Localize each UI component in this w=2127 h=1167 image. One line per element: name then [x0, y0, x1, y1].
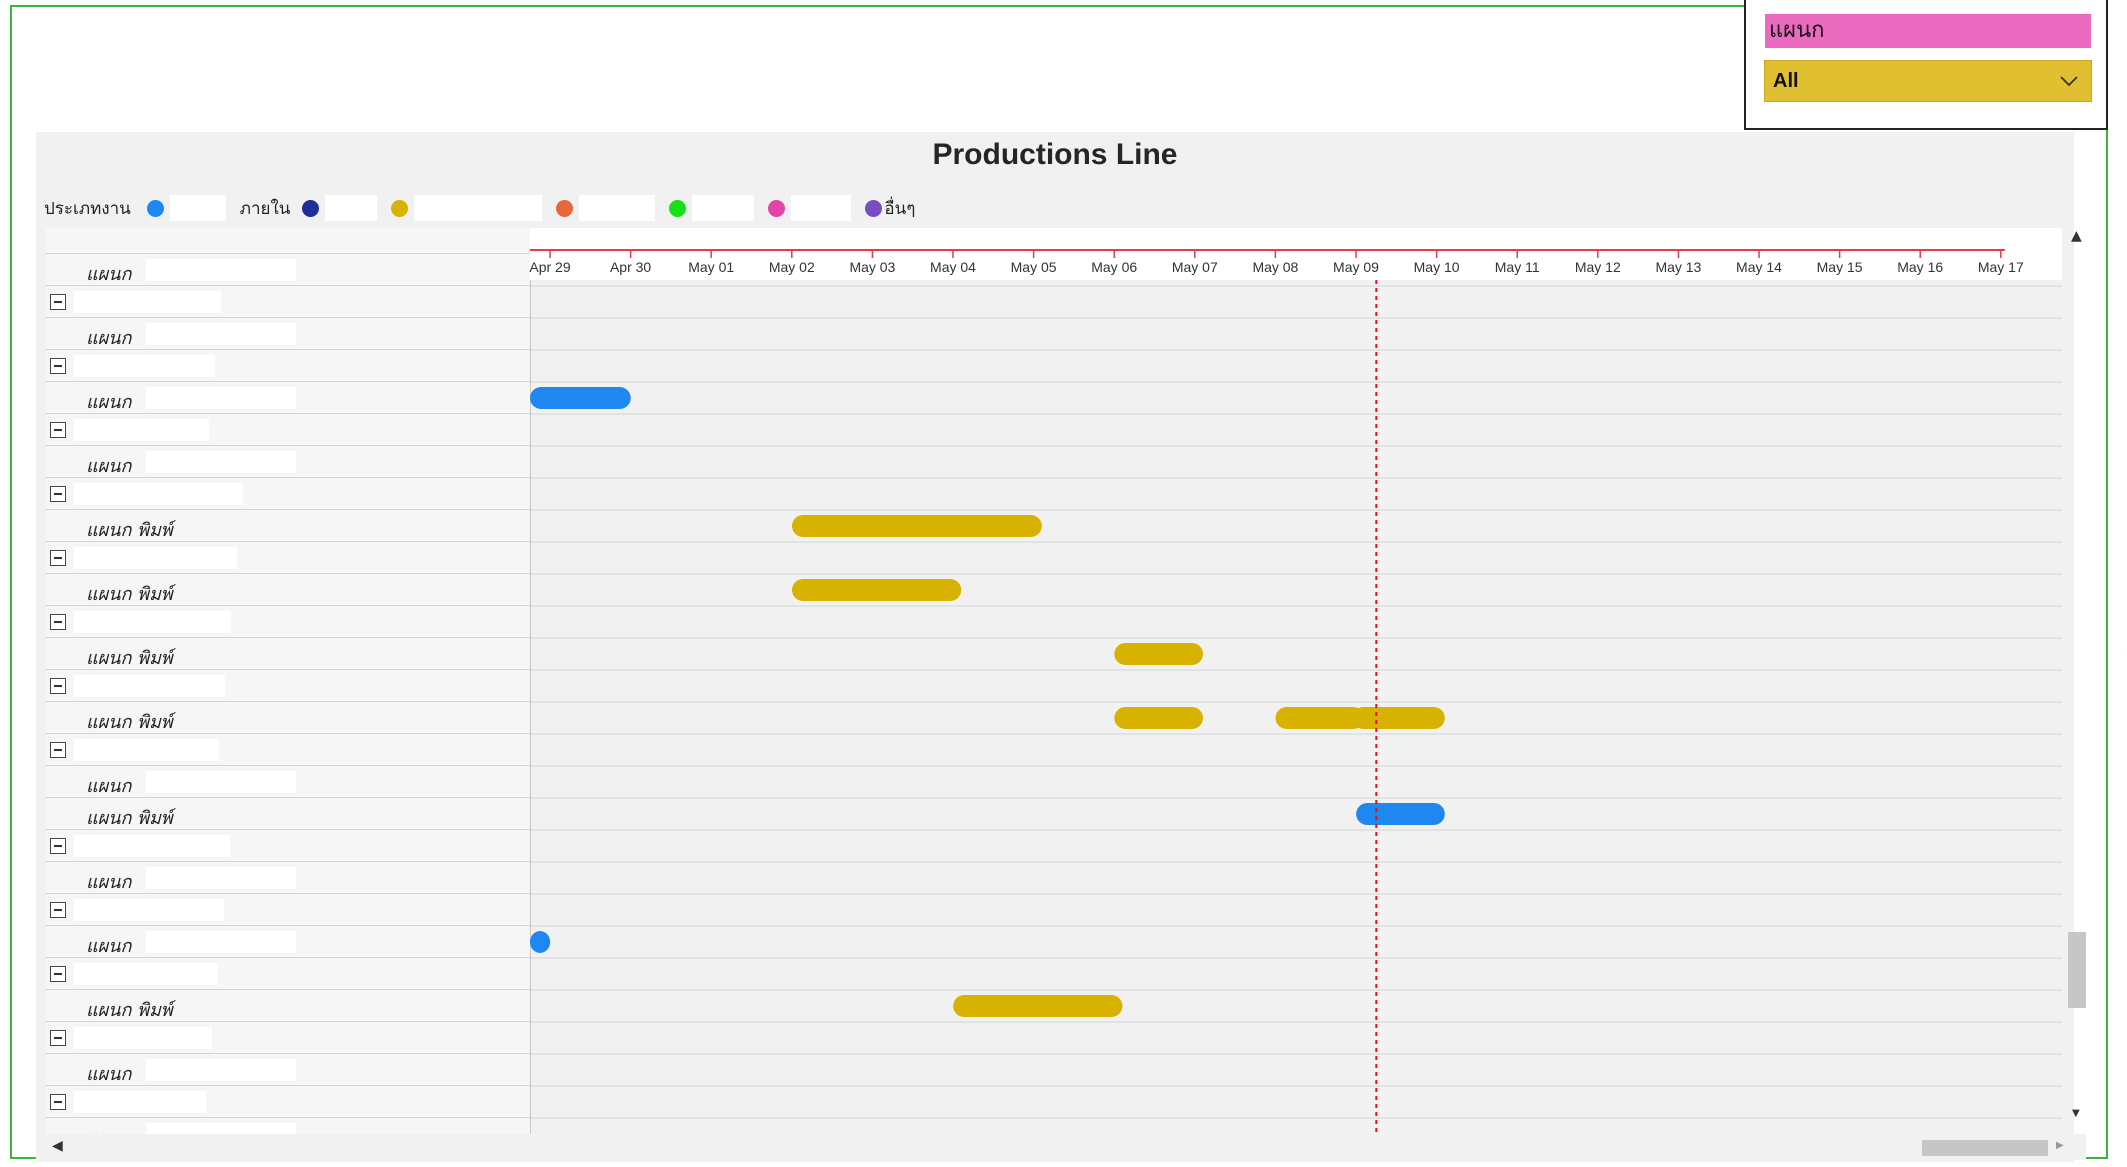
row-label: แผนก พิมพ์: [86, 520, 173, 541]
vertical-scrollbar[interactable]: [2066, 228, 2086, 1128]
table-row: [46, 862, 530, 894]
legend-dot: [147, 200, 164, 217]
redacted-text: [74, 291, 221, 313]
legend-dot: [391, 200, 408, 217]
group-row: [46, 478, 530, 510]
group-row: [46, 606, 530, 638]
row-label: แผนก: [86, 328, 132, 349]
task-bar[interactable]: [1356, 803, 1445, 825]
legend-label: ภายใน: [239, 198, 291, 219]
legend-item: [391, 195, 542, 221]
collapse-toggle-icon[interactable]: [50, 1094, 66, 1110]
department-dropdown[interactable]: [1764, 60, 2092, 102]
scrollbar-thumb[interactable]: [1922, 1140, 2048, 1156]
collapse-toggle-icon[interactable]: [50, 742, 66, 758]
row-label: แผนก: [86, 392, 132, 413]
row-label: แผนก: [86, 456, 132, 477]
collapse-toggle-icon[interactable]: [50, 902, 66, 918]
redacted-text: [74, 483, 243, 505]
axis-tick-label: May 04: [930, 259, 976, 275]
task-bar[interactable]: [792, 579, 961, 601]
axis-tick-label: Apr 29: [529, 259, 571, 275]
legend-item: [240, 195, 378, 222]
redacted-text: [579, 195, 655, 221]
redacted-text: [74, 675, 225, 697]
legend: [44, 194, 929, 222]
table-row: [46, 798, 530, 830]
group-row: [46, 830, 530, 862]
collapse-toggle-icon[interactable]: [50, 550, 66, 566]
table-row: [46, 382, 530, 414]
horizontal-scrollbar[interactable]: [46, 1134, 2086, 1160]
dropdown-selected-value: All: [1773, 70, 1799, 92]
legend-title: ประเภทงาน: [44, 198, 131, 219]
row-label: แผนก: [86, 1064, 132, 1085]
redacted-text: [74, 835, 230, 857]
row-label: แผนก: [86, 872, 132, 893]
table-row: [46, 702, 530, 734]
redacted-text: [146, 931, 296, 953]
axis-tick-label: May 09: [1333, 259, 1379, 275]
redacted-text: [325, 195, 377, 221]
redacted-text: [146, 867, 296, 889]
gantt-visual: [36, 132, 2082, 1162]
redacted-text: [791, 195, 851, 221]
row-label: แผนก: [86, 936, 132, 957]
redacted-text: [146, 451, 296, 473]
axis-tick-label: May 07: [1171, 259, 1218, 275]
redacted-text: [74, 547, 237, 569]
redacted-text: [692, 195, 754, 221]
group-row: [46, 286, 530, 318]
redacted-text: [74, 739, 219, 761]
group-row: [46, 1086, 530, 1118]
task-bar[interactable]: [530, 931, 550, 953]
row-label: แผนก: [86, 264, 132, 285]
axis-tick-label: May 14: [1736, 259, 1782, 275]
legend-item: [669, 195, 754, 221]
task-bar[interactable]: [530, 387, 631, 409]
row-label: แผนก พิมพ์: [86, 712, 173, 733]
axis-tick-label: May 10: [1413, 259, 1460, 275]
table-row: [46, 318, 530, 350]
chevron-down-icon: [2059, 74, 2079, 88]
row-label: แผนก: [86, 776, 132, 797]
group-row: [46, 734, 530, 766]
axis-tick-label: Apr 30: [609, 259, 652, 275]
table-row: [46, 990, 530, 1022]
group-row: [46, 542, 530, 574]
redacted-text: [74, 419, 209, 441]
group-row: [46, 958, 530, 990]
legend-dot: [865, 200, 882, 217]
redacted-text: [146, 323, 296, 345]
collapse-toggle-icon[interactable]: [50, 678, 66, 694]
table-row: [46, 638, 530, 670]
row-label: แผนก พิมพ์: [86, 808, 173, 829]
task-bar[interactable]: [1276, 707, 1365, 729]
task-bar[interactable]: [1352, 707, 1445, 729]
legend-dot: [768, 200, 785, 217]
axis-tick-label: May 16: [1897, 259, 1944, 275]
axis-tick-label: May 13: [1655, 259, 1702, 275]
task-bar[interactable]: [792, 515, 1042, 537]
gantt-chart-svg: [530, 228, 2062, 1134]
legend-dot: [302, 200, 319, 217]
axis-tick-label: May 01: [688, 259, 735, 275]
group-row: [46, 1022, 530, 1054]
redacted-text: [146, 1059, 296, 1081]
axis-tick-label: May 15: [1816, 259, 1863, 275]
timeline-area: [530, 228, 2062, 1134]
axis-tick-label: May 03: [849, 259, 896, 275]
scroll-right-icon[interactable]: ▶: [2056, 1140, 2064, 1151]
axis-tick-label: May 02: [768, 259, 815, 275]
scroll-left-icon[interactable]: ◀: [52, 1138, 63, 1154]
redacted-text: [74, 611, 231, 633]
legend-item: [768, 195, 851, 221]
visual-title: Productions Line: [932, 138, 1178, 171]
row-label: แผนก พิมพ์: [86, 584, 173, 605]
table-row: [46, 766, 530, 798]
redacted-text: [146, 259, 296, 281]
table-row: [46, 446, 530, 478]
group-row: [46, 350, 530, 382]
redacted-text: [74, 355, 215, 377]
table-row: [46, 1054, 530, 1086]
collapse-toggle-icon[interactable]: [50, 966, 66, 982]
axis-tick-label: May 17: [1977, 259, 2024, 275]
outer-margin: [2108, 0, 2125, 1167]
collapse-toggle-icon[interactable]: [50, 838, 66, 854]
group-row: [46, 670, 530, 702]
group-row: [46, 894, 530, 926]
scroll-up-icon[interactable]: ▲: [2071, 228, 2082, 244]
collapse-toggle-icon[interactable]: [50, 614, 66, 630]
task-bar[interactable]: [1114, 707, 1203, 729]
redacted-text: [146, 771, 296, 793]
gantt-grid: [46, 228, 2062, 1134]
collapse-toggle-icon[interactable]: [50, 294, 66, 310]
redacted-text: [74, 963, 218, 985]
redacted-text: [414, 195, 542, 221]
legend-dot: [669, 200, 686, 217]
axis-tick-label: May 12: [1574, 259, 1621, 275]
table-row: [46, 254, 530, 286]
legend-item: [556, 195, 655, 221]
legend-dot: [556, 200, 573, 217]
table-row: [46, 510, 530, 542]
axis-tick-label: May 05: [1010, 259, 1057, 275]
scroll-down-icon[interactable]: ▼: [2072, 1108, 2080, 1119]
axis-tick-label: May 06: [1091, 259, 1138, 275]
row-labels-header: [46, 228, 530, 254]
row-label: แผนก พิมพ์: [86, 1000, 173, 1021]
row-labels-column: [46, 228, 531, 1134]
row-label: แผนก พิมพ์: [86, 648, 173, 669]
department-slicer: [1744, 0, 2108, 130]
table-row: [46, 574, 530, 606]
task-bar[interactable]: [953, 995, 1122, 1017]
redacted-text: [74, 1027, 212, 1049]
group-row: [46, 414, 530, 446]
redacted-text: [146, 387, 296, 409]
collapse-toggle-icon[interactable]: [50, 486, 66, 502]
redacted-text: [74, 899, 224, 921]
table-row: [46, 926, 530, 958]
redacted-text: [170, 195, 226, 221]
scrollbar-thumb[interactable]: [2068, 932, 2086, 1008]
axis-tick-label: May 11: [1494, 259, 1540, 275]
axis-tick-label: May 08: [1252, 259, 1299, 275]
collapse-toggle-icon[interactable]: [50, 358, 66, 374]
collapse-toggle-icon[interactable]: [50, 1030, 66, 1046]
slicer-header: แผนก: [1765, 14, 2091, 48]
legend-item: [147, 195, 226, 221]
task-bar[interactable]: [1114, 643, 1203, 665]
legend-item: [865, 195, 915, 222]
collapse-toggle-icon[interactable]: [50, 422, 66, 438]
redacted-text: [74, 1091, 206, 1113]
legend-label: อื่นๆ: [884, 198, 916, 219]
